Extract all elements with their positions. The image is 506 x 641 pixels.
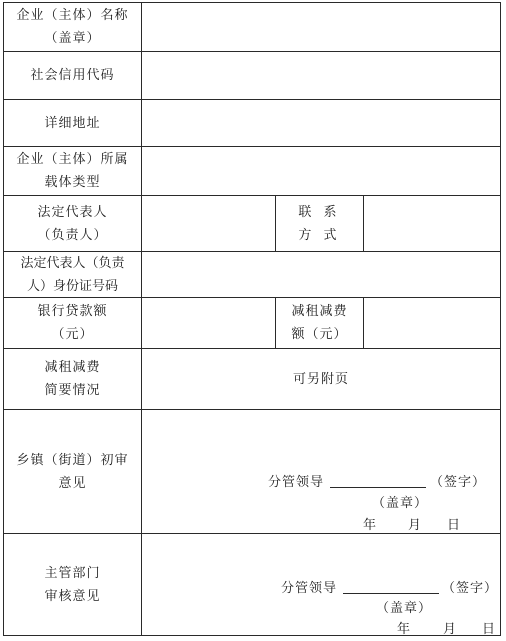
label-line: 人）身份证号码 <box>26 278 118 294</box>
label-line: 减租减费 <box>44 360 101 375</box>
label-line: 载体类型 <box>44 175 101 190</box>
label-legal-representative <box>4 196 141 251</box>
inner-divider-b <box>363 195 364 252</box>
label-address <box>4 100 141 146</box>
label-dept-review <box>4 534 141 635</box>
label-line: （负责人） <box>37 227 108 243</box>
label-line: 社会信用代码 <box>30 68 115 83</box>
label-line: 企业（主体）名称 <box>16 8 129 23</box>
town-leader-label: 分管领导 <box>268 475 325 490</box>
summary-note <box>142 349 500 409</box>
label-town-review <box>4 410 141 533</box>
label-credit-code <box>4 52 141 99</box>
town-date-year: 年 <box>363 518 378 533</box>
inner-divider-d <box>363 297 364 349</box>
label-line: 审核意见 <box>44 588 101 604</box>
label-line: 企业（主体）所属 <box>16 152 129 167</box>
town-sign-note: （签字） <box>430 475 487 490</box>
label-contact <box>276 196 363 251</box>
label-line: 减租减费 <box>291 304 348 319</box>
dept-seal-note: （盖章） <box>376 601 433 616</box>
dept-leader-label: 分管领导 <box>281 581 338 596</box>
table-border-right <box>500 2 501 636</box>
label-line: 乡镇（街道）初审 <box>16 452 129 468</box>
label-line: 联 系 <box>298 204 341 220</box>
dept-sign-note: （签字） <box>442 581 499 596</box>
label-legal-id <box>4 252 141 297</box>
town-date-day: 日 <box>447 518 462 533</box>
label-summary <box>4 349 141 409</box>
label-line: 银行贷款额 <box>37 304 108 319</box>
label-line: 法定代表人 <box>37 204 108 220</box>
town-seal-note: （盖章） <box>372 496 429 511</box>
label-carrier-type <box>4 147 141 195</box>
label-line: （盖章） <box>44 31 101 46</box>
label-line: 简要情况 <box>44 383 101 398</box>
label-line: 主管部门 <box>44 565 101 581</box>
dept-date-day: 日 <box>482 622 497 637</box>
dept-date-month: 月 <box>443 622 458 637</box>
label-rent-reduction <box>276 298 363 348</box>
town-date-month: 月 <box>408 518 423 533</box>
label-line: 额（元） <box>291 327 348 342</box>
note-text: 可另附页 <box>292 371 349 387</box>
dept-signature-line[interactable] <box>343 593 439 594</box>
label-line: （元） <box>51 327 94 342</box>
town-signature-line[interactable] <box>330 487 426 488</box>
label-line: 方 式 <box>298 227 341 243</box>
label-line: 详细地址 <box>44 115 101 131</box>
table-border-bottom <box>3 635 501 636</box>
label-column-divider <box>141 2 142 636</box>
label-bank-loan <box>4 298 141 348</box>
dept-date-year: 年 <box>397 622 412 637</box>
label-line: 法定代表人（负责 <box>20 255 125 271</box>
label-line: 意见 <box>58 475 87 491</box>
label-entity-name <box>4 3 141 51</box>
